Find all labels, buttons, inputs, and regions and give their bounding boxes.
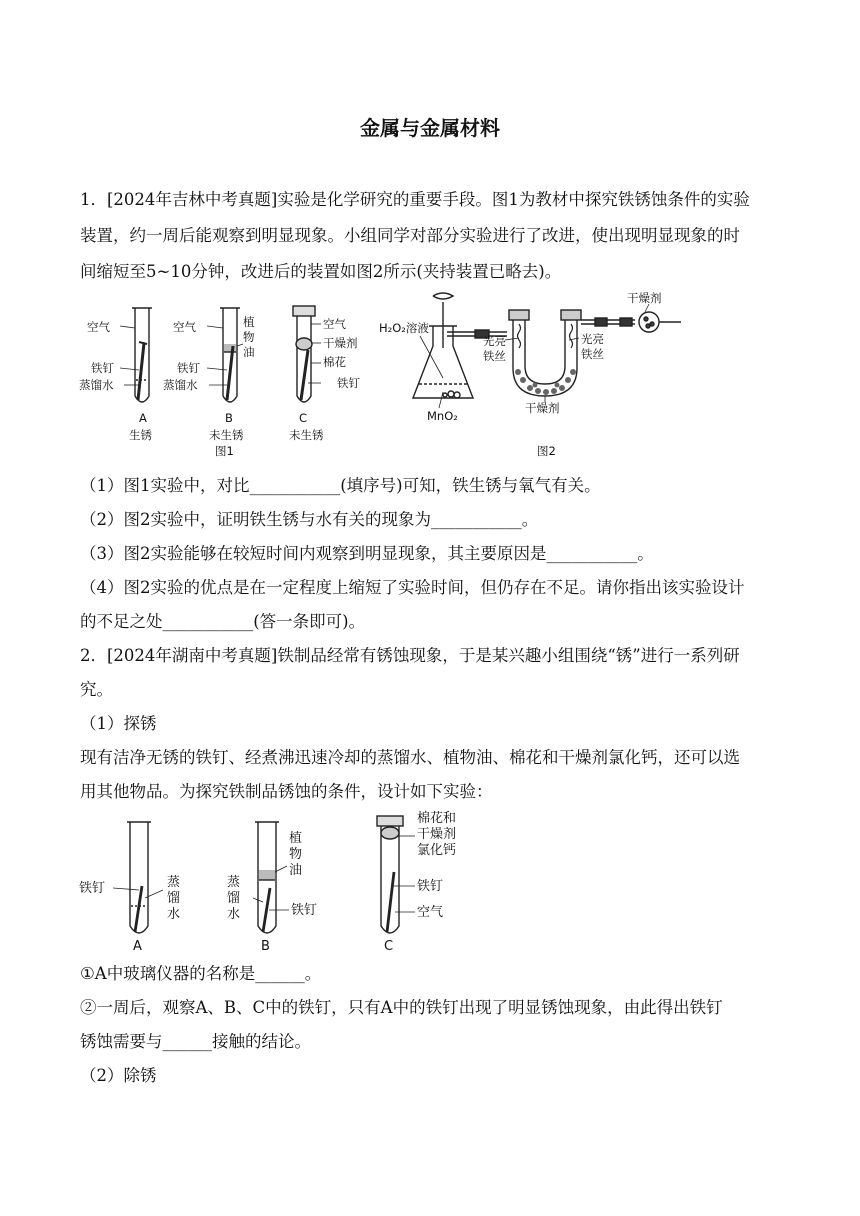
q1-sub-4b: 的不足之处___________(答一条即可)。	[80, 612, 366, 631]
label-tube-c-nail: 铁钉	[337, 376, 360, 390]
label-tube-c-desiccant: 干燥剂	[323, 336, 358, 350]
label-tube-b-water: 蒸馏水	[163, 378, 198, 392]
label-wire-1a: 光亮	[483, 334, 506, 348]
label-q2-tube-c-cotton-2: 干燥剂	[417, 827, 457, 842]
label-tube-c-air: 空气	[323, 317, 346, 331]
label-tube-b-oil-3: 油	[243, 345, 255, 359]
q1-sub-1: （1）图1实验中，对比___________(填序号)可知，铁生锈与氧气有关。	[80, 476, 601, 495]
label-q2-tube-c-cotton-3: 氯化钙	[417, 843, 457, 858]
label-q2-tube-c-air: 空气	[417, 905, 444, 920]
label-q2-tube-b-oil-3: 油	[289, 863, 303, 878]
q1-figures	[75, 288, 685, 463]
label-desiccant-top: 干燥剂	[627, 291, 662, 305]
label-desiccant-bottom: 干燥剂	[525, 401, 560, 415]
q1-sub-2: （2）图2实验中，证明铁生锈与水有关的现象为___________。	[80, 510, 539, 529]
label-tube-b-oil-2: 物	[243, 330, 255, 344]
label-q2-tube-a-water-2: 馏	[167, 891, 181, 906]
label-q2-tube-b-oil-2: 物	[289, 847, 303, 862]
label-q2-tube-c-nail: 铁钉	[417, 879, 444, 894]
label-q2-tube-a-letter: A	[133, 939, 142, 954]
q1-sub-4a: （4）图2实验的优点是在一定程度上缩短了实验时间，但仍存在不足。请你指出该实验设计	[80, 578, 745, 597]
label-tube-c-letter: C	[299, 411, 308, 425]
q1-sub-3: （3）图2实验能够在较短时间内观察到明显现象，其主要原因是___________。	[80, 544, 654, 563]
q1-stem-line-1: 1．[2024年吉林中考真题]实验是化学研究的重要手段。图1为教材中探究铁锈蚀条件的实验	[80, 190, 750, 209]
label-tube-a-letter: A	[139, 411, 147, 425]
label-q2-tube-a-nail: 铁钉	[79, 881, 106, 896]
label-q2-tube-b-water-3: 水	[227, 907, 241, 922]
label-tube-a-air: 空气	[87, 320, 110, 334]
label-tube-b-result: 未生锈	[209, 428, 244, 442]
label-tube-a-nail: 铁钉	[91, 361, 114, 375]
q2-stem-line-2: 究。	[80, 680, 113, 699]
q1-stem-line-3: 间缩短至5~10分钟，改进后的装置如图2所示(夹持装置已略去)。	[80, 262, 562, 281]
label-q2-tube-b-letter: B	[261, 939, 270, 954]
label-wire-1b: 铁丝	[483, 349, 506, 363]
label-h2o2: H₂O₂溶液	[379, 321, 429, 335]
q2-text-line-2: 用其他物品。为探究铁制品锈蚀的条件，设计如下实验：	[80, 782, 493, 801]
label-wire-2a: 光亮	[581, 332, 604, 346]
label-q2-tube-b-water-1: 蒸	[227, 875, 241, 890]
label-mno2: MnO₂	[427, 409, 458, 423]
q2-text-line-1: 现有洁净无锈的铁钉、经煮沸迅速冷却的蒸馏水、植物油、棉花和干燥剂氯化钙，还可以选	[80, 748, 740, 767]
label-tube-b-air: 空气	[173, 320, 196, 334]
label-tube-a-water: 蒸馏水	[79, 378, 114, 392]
label-q2-tube-b-water-2: 馏	[227, 891, 241, 906]
q2-figure	[75, 806, 475, 956]
label-q2-tube-a-water-3: 水	[167, 907, 181, 922]
q2-part-1-heading: （1）探锈	[80, 714, 157, 733]
label-tube-b-oil-1: 植	[243, 315, 255, 329]
q2-item-1: ①A中玻璃仪器的名称是______。	[80, 964, 322, 983]
label-tube-c-cotton: 棉花	[323, 355, 346, 369]
q2-item-2a: ②一周后，观察A、B、C中的铁钉，只有A中的铁钉出现了明显锈蚀现象，由此得出铁钉	[80, 998, 723, 1017]
q2-stem-line-1: 2．[2024年湖南中考真题]铁制品经常有锈蚀现象，于是某兴趣小组围绕“锈”进行一系列研	[80, 646, 740, 665]
figure-2-caption: 图2	[537, 444, 556, 458]
label-q2-tube-c-cotton-1: 棉花和	[417, 811, 457, 826]
q1-stem-line-2: 装置，约一周后能观察到明显现象。小组同学对部分实验进行了改进，使出现明显现象的时	[80, 226, 740, 245]
label-q2-tube-a-water-1: 蒸	[167, 875, 181, 890]
label-q2-tube-c-letter: C	[384, 939, 394, 954]
label-tube-b-nail: 铁钉	[177, 361, 200, 375]
label-tube-c-result: 未生锈	[289, 428, 324, 442]
label-tube-a-result: 生锈	[129, 428, 152, 442]
label-q2-tube-b-oil-1: 植	[289, 831, 303, 846]
label-wire-2b: 铁丝	[581, 347, 604, 361]
label-q2-tube-b-nail: 铁钉	[291, 903, 318, 918]
page-title: 金属与金属材料	[360, 116, 500, 140]
figure-1-caption: 图1	[215, 444, 234, 458]
q2-item-2b: 锈蚀需要与______接触的结论。	[80, 1032, 311, 1051]
q2-part-2-heading: （2）除锈	[80, 1066, 157, 1085]
label-tube-b-letter: B	[225, 411, 233, 425]
